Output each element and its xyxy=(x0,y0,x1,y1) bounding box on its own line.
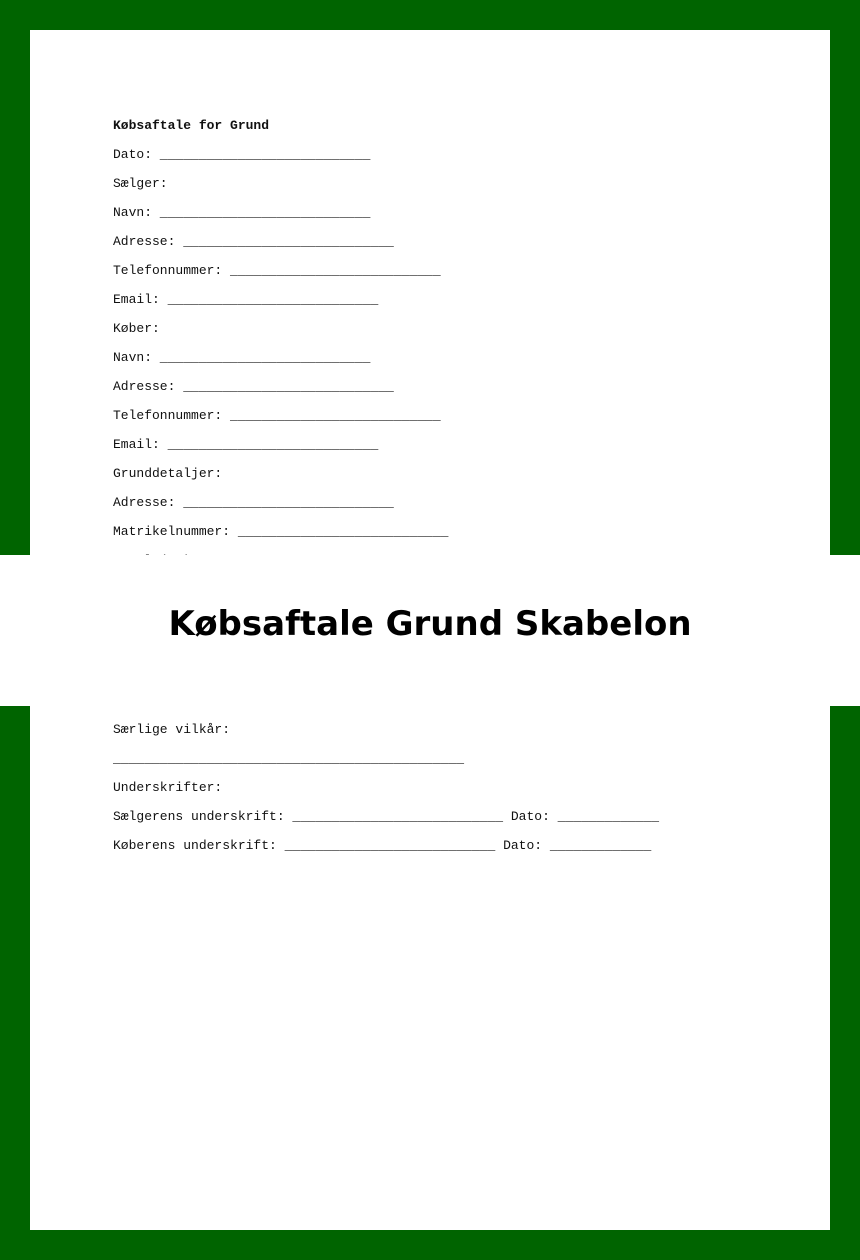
property-section-label: Grunddetaljer: xyxy=(113,466,223,481)
banner-title: Købsaftale Grund Skabelon xyxy=(168,603,692,644)
document-bottom-section xyxy=(113,721,793,866)
seller-section-label: Sælger: xyxy=(113,176,168,191)
special-terms-blank-line: _____________________________________________ xyxy=(113,751,465,766)
seller-signature-line: Sælgerens underskrift: ___________________________ Dato: _____________ xyxy=(113,809,660,824)
buyer-signature-line: Køberens underskrift: ___________________________ Dato: _____________ xyxy=(113,838,652,853)
seller-phone-line: Telefonnummer: ___________________________ xyxy=(113,263,441,278)
buyer-section-label: Køber: xyxy=(113,321,160,336)
title-banner xyxy=(0,555,860,706)
document-heading: Købsaftale for Grund xyxy=(113,118,270,133)
buyer-name-line: Navn: ___________________________ xyxy=(113,350,371,365)
seller-address-line: Adresse: ___________________________ xyxy=(113,234,394,249)
date-field-line: Dato: ___________________________ xyxy=(113,147,371,162)
buyer-address-line: Adresse: ___________________________ xyxy=(113,379,394,394)
property-address-line: Adresse: ___________________________ xyxy=(113,495,394,510)
buyer-phone-line: Telefonnummer: ___________________________ xyxy=(113,408,441,423)
special-terms-label: Særlige vilkår: xyxy=(113,722,231,737)
seller-email-line: Email: ___________________________ xyxy=(113,292,379,307)
cadastral-number-line: Matrikelnummer: ___________________________ xyxy=(113,524,449,539)
signatures-label: Underskrifter: xyxy=(113,780,223,795)
buyer-email-line: Email: ___________________________ xyxy=(113,437,379,452)
seller-name-line: Navn: ___________________________ xyxy=(113,205,371,220)
document-top-section xyxy=(113,117,793,555)
